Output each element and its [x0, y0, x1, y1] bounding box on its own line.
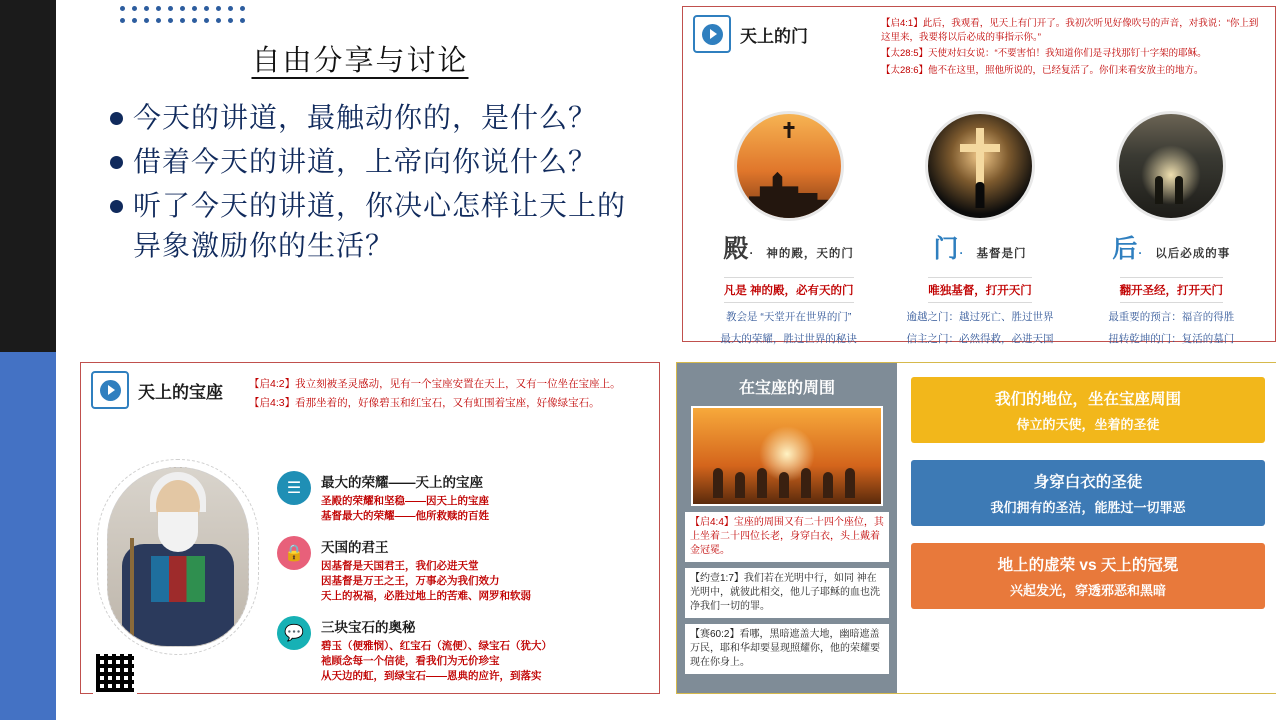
gate-keyword: 殿· 神的殿，天的门 [723, 235, 854, 263]
gate-keyword: 后· 以后必成的事 [1112, 235, 1231, 263]
verse-line: 【太28:6】他不在这里，照他所说的，已经复活了。你们来看安放主的地方。 [881, 64, 1204, 76]
item-line: 从天边的虹，到绿宝石——恩典的应许，到落实 [321, 670, 542, 682]
stripe-heading: 身穿白衣的圣徒 [1033, 474, 1143, 491]
gate-red-line: 唯独基督，打开天门 [928, 277, 1032, 303]
item-heading: 最大的荣耀——天上的宝座 [321, 475, 483, 490]
bullet-text: 借着今天的讲道，上帝向你说什么？ [133, 146, 598, 177]
chat-icon: 💬 [277, 616, 311, 650]
stripe-heading: 我们的地位，坐在宝座周围 [994, 391, 1181, 408]
gate-sub-line: 最重要的预言：福音的得胜 [1108, 311, 1235, 323]
throne-item-list [277, 471, 649, 696]
item-line: 圣殿的荣耀和坚稳——因天上的宝座 [321, 495, 489, 507]
stripe-crown [911, 543, 1265, 609]
empty-tomb-image [1116, 111, 1226, 221]
item-line: 因基督是万王之王，万事必为我们效力 [321, 575, 500, 587]
gate-keyword-sub: 基督是门 [976, 248, 1027, 260]
item-line: 天上的祝福，必胜过地上的苦难、网罗和软弱 [321, 590, 531, 602]
qr-code [93, 651, 137, 695]
gate-column-temple [693, 111, 884, 347]
verse-box [685, 624, 889, 674]
verse-line: 【启4:1】此后，我观看，见天上有门开了。我初次听见好像吹号的声音，对我说：“你上到这里来，我要将以后必成的事指示你。” [881, 18, 1259, 43]
around-throne-card [676, 362, 1276, 694]
stripe-sub: 兴起发光，穿透邪恶和黑暗 [1009, 583, 1166, 598]
gate-column-door [884, 111, 1075, 347]
list-item [110, 98, 650, 138]
church-image [734, 111, 844, 221]
discussion-panel [80, 0, 640, 352]
list-item [277, 471, 649, 524]
layers-icon: ☰ [277, 471, 311, 505]
left-dark-band [0, 0, 56, 352]
dot-grid-decoration [120, 6, 270, 30]
gate-columns [693, 111, 1267, 347]
left-blue-band [0, 352, 56, 720]
gate-keyword-sub: 以后必成的事 [1155, 248, 1231, 260]
around-right-pane [899, 363, 1277, 693]
verse-line: 【启4:3】看那坐着的，好像碧玉和红宝石，又有虹围着宝座，好像绿宝石。 [249, 397, 600, 409]
bullet-marker-icon [110, 156, 123, 169]
gate-card-title: 天上的门 [740, 26, 808, 46]
gate-red-line: 翻开圣经，打开天门 [1120, 277, 1224, 303]
stripe-heading: 地上的虚荣 vs 天上的冠冕 [997, 557, 1179, 574]
gate-verse-block [881, 17, 1263, 80]
item-heading: 三块宝石的奥秘 [321, 620, 416, 635]
gate-sub-line: 最大的荣耀，胜过世界的秘诀 [720, 333, 857, 345]
verse-box [685, 568, 889, 618]
item-line: 因基督是天国君王，我们必进天堂 [321, 560, 479, 572]
gate-sub-line: 逾越之门：越过死亡、胜过世界 [906, 311, 1054, 323]
item-heading: 天国的君王 [321, 540, 389, 555]
throne-verse-block [249, 377, 639, 415]
gate-sub-line: 教会是 “天堂开在世界的门” [725, 311, 852, 323]
verse-box [685, 512, 889, 562]
bullet-list [110, 98, 650, 270]
lock-icon: 🔒 [277, 536, 311, 570]
gate-of-heaven-card [682, 6, 1276, 345]
gate-keyword-sub: 神的殿，天的门 [766, 248, 854, 260]
verse-line: 【启4:4】宝座的周围又有二十四个座位，其上坐着二十四位长老，身穿白衣，头上戴着金冠冕。 [690, 517, 884, 556]
gate-column-after [1076, 111, 1267, 347]
list-item [110, 186, 650, 266]
page-title: 自由分享与讨论 [251, 45, 469, 77]
gate-keyword: 门· 基督是门 [933, 235, 1027, 263]
verse-line: 【赛60:2】看哪，黑暗遮盖大地，幽暗遮盖万民，耶和华却要显现照耀你，他的荣耀要现在你身上。 [690, 629, 880, 668]
list-item [110, 142, 650, 182]
play-icon [693, 15, 731, 53]
gate-red-line: 凡是 神的殿，必有天的门 [724, 277, 854, 303]
gate-sub-line: 信主之门：必然得救，必进天国 [906, 333, 1054, 345]
list-item [277, 616, 649, 684]
item-line: 碧玉（便雅悯）、红宝石（流便）、绿宝石（犹大） [321, 640, 552, 652]
stripe-sub: 侍立的天使，坐着的圣徒 [1016, 417, 1160, 432]
stripe-position [911, 377, 1265, 443]
list-item [277, 536, 649, 604]
elders-worship-image [691, 406, 883, 506]
throne-card [80, 362, 660, 694]
cross-image [925, 111, 1035, 221]
play-icon [91, 371, 129, 409]
gate-sub-line: 扭转乾坤的门：复活的墓门 [1108, 333, 1235, 345]
item-line: 祂顾念每一个信徒，看我们为无价珍宝 [321, 655, 500, 667]
around-title: 在宝座的周围 [738, 380, 835, 397]
bullet-marker-icon [110, 112, 123, 125]
stripe-white-robes [911, 460, 1265, 526]
verse-line: 【太28:5】天使对妇女说：“不要害怕！我知道你们是寻找那钉十字架的耶稣。 [881, 48, 1207, 59]
high-priest-image [107, 467, 249, 647]
bullet-text: 今天的讲道，最触动你的，是什么？ [133, 102, 598, 133]
bullet-text: 听了今天的讲道，你决心怎样让天上的异象激励你的生活？ [133, 190, 627, 261]
item-line: 基督最大的荣耀——他所救赎的百姓 [321, 510, 489, 522]
around-left-pane [677, 363, 897, 693]
verse-line: 【约壹1:7】我们若在光明中行，如同 神在光明中，就彼此相交，他儿子耶稣的血也洗净我们一切的罪。 [690, 573, 880, 612]
bullet-marker-icon [110, 200, 123, 213]
stripe-sub: 我们拥有的圣洁，能胜过一切罪恶 [990, 500, 1186, 515]
throne-card-title: 天上的宝座 [138, 382, 223, 402]
verse-line: 【启4:2】我立刻被圣灵感动，见有一个宝座安置在天上，又有一位坐在宝座上。 [249, 378, 621, 390]
